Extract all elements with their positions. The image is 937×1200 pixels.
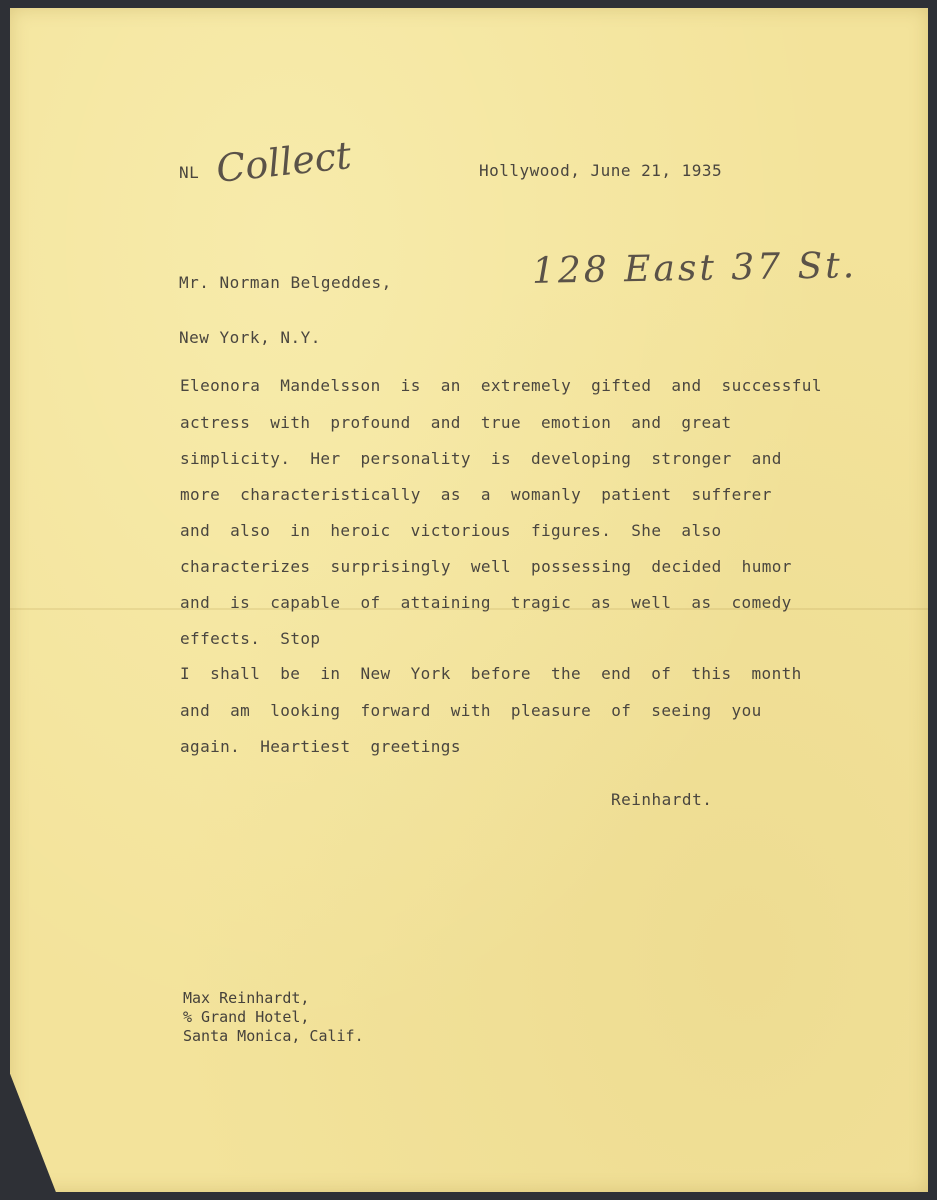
message-line: and is capable of attaining tragic as well as comedy	[180, 593, 792, 612]
message-line: more characteristically as a womanly patient sufferer	[180, 485, 772, 504]
message-line: and am looking forward with pleasure of seeing you	[180, 701, 762, 720]
message-line: effects. Stop	[180, 629, 321, 648]
handwritten-street-address: 128 East 37 St.	[531, 245, 858, 292]
message-line: again. Heartiest greetings	[180, 737, 461, 756]
sender-city: Santa Monica, Calif.	[183, 1027, 364, 1045]
recipient-city: New York, N.Y.	[179, 328, 321, 347]
sender-address: % Grand Hotel,	[183, 1008, 310, 1026]
message-line: Eleonora Mandelsson is an extremely gifted and successful	[180, 376, 822, 395]
message-line: I shall be in New York before the end of this month	[180, 664, 802, 683]
message-line: simplicity. Her personality is developing stronger and	[180, 449, 782, 468]
recipient-name: Mr. Norman Belgeddes,	[179, 273, 392, 292]
sender-name: Max Reinhardt,	[183, 989, 310, 1007]
place-and-date: Hollywood, June 21, 1935	[479, 161, 723, 180]
signature: Reinhardt.	[611, 790, 713, 809]
message-line: characterizes surprisingly well possessing decided humor	[180, 557, 792, 576]
message-line: actress with profound and true emotion and great	[180, 413, 732, 432]
telegram-type-code: NL	[179, 163, 200, 182]
handwritten-collect-note: Collect	[214, 133, 354, 191]
message-line: and also in heroic victorious figures. She also	[180, 521, 722, 540]
